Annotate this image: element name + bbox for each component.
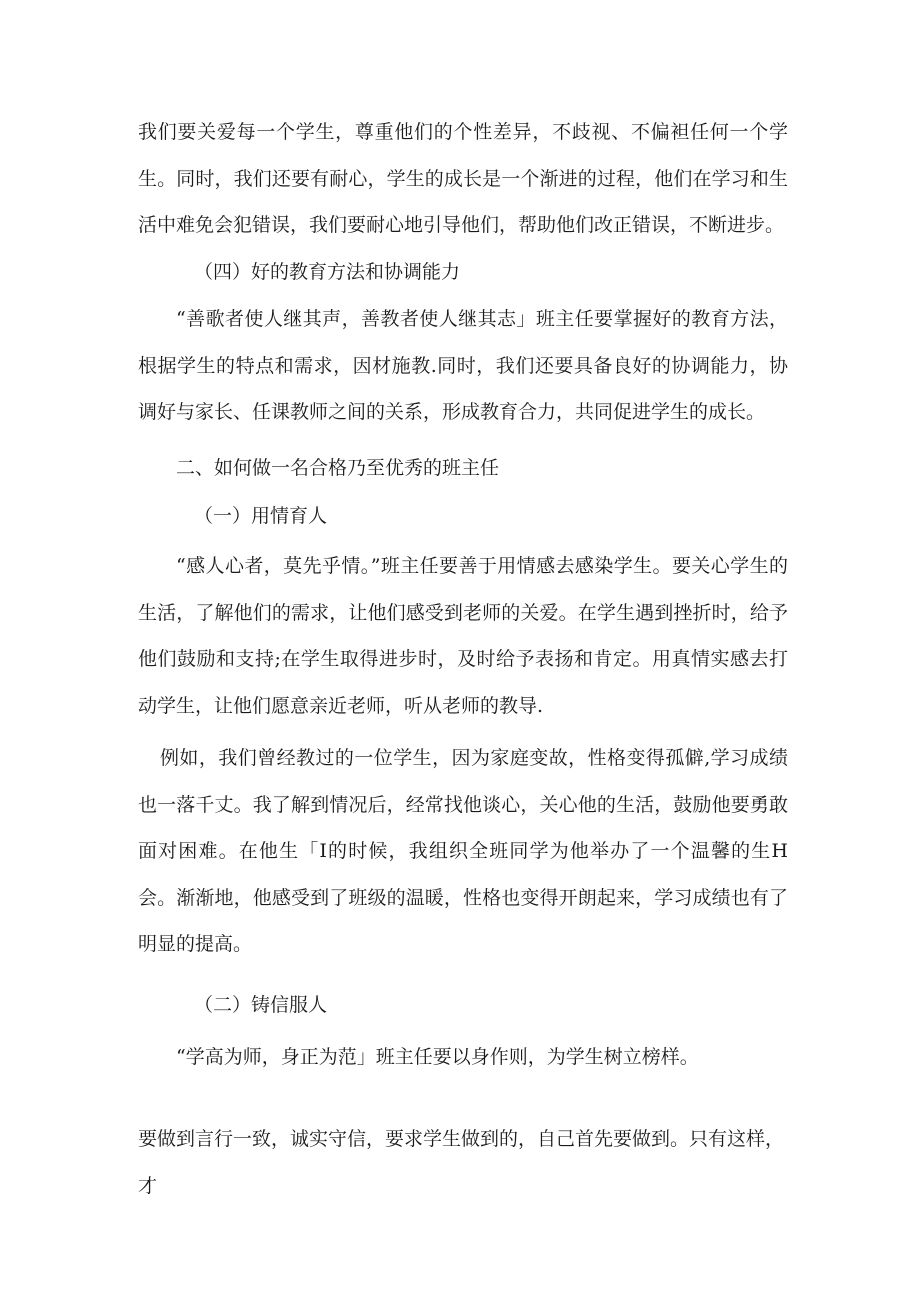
chapter-heading-two [138, 445, 788, 492]
paragraph-emotion [138, 543, 788, 729]
paragraph-text: “感人心者，莫先乎情。”班主任要善于用情感去感染学生。要关心学生的生活，了解他们的需求，让他们感受到老师的关爱。在学生遇到挫折时，给予他们鼓励和支持;在学生取得进步时，及时给予表扬和肯定。用真情实感去打动学生，让他们愿意亲近老师，听从老师的教导. [138, 555, 788, 717]
section-heading-one [138, 493, 788, 540]
paragraph-text: “善歌者使人继其声，善教者使人继其志」班主任要掌握好的教育方法，根据学生的特点和需求，因材施教.同时，我们还要具备良好的协调能力，协调好与家长、任课教师之间的关系，形成教育合力，共同促进学生的成长。 [138, 308, 788, 423]
paragraph-text: 我们要关爱每一个学生，尊重他们的个性差异，不歧视、不偏袒任何一个学生。同时，我们还要有耐心，学生的成长是一个渐进的过程，他们在学习和生活中难免会犯错误，我们要耐心地引导他们，帮助他们改正错误，不断进步。 [138, 121, 788, 236]
heading-text: 二、如何做一名合格乃至优秀的班主任 [176, 457, 500, 479]
paragraph-consistency [138, 1116, 788, 1209]
paragraph-text: “学高为师，身正为范」班主任要以身作则，为学生树立榜样。 [176, 1046, 699, 1068]
heading-text: （二）铸信服人 [194, 994, 328, 1016]
paragraph-text: 要做到言行一致，诚实守信，要求学生做到的，自己首先要做到。只有这样，才 [138, 1128, 785, 1197]
paragraph-example-model [138, 1034, 788, 1081]
heading-text: （四）好的教育方法和协调能力 [194, 261, 461, 283]
heading-text: （一）用情育人 [194, 505, 328, 527]
section-heading-four [138, 249, 788, 296]
paragraph-text: 例如，我们曾经教过的一位学生，因为家庭变故，性格变得孤僻,学习成绩也一落千丈。我了解到情况后，经常找他谈心，关心他的生活，鼓励他要勇敢面对困难。在他生「I的时候，我组织全班同学为他举办了一个温馨的生H会。渐渐地，他感受到了班级的温暖，性格也变得开朗起来，学习成绩也有了明显的提高。 [138, 747, 788, 955]
section-heading-two [138, 982, 788, 1029]
paragraph-care [138, 109, 788, 249]
paragraph-example [138, 735, 788, 968]
paragraph-methods [138, 296, 788, 436]
